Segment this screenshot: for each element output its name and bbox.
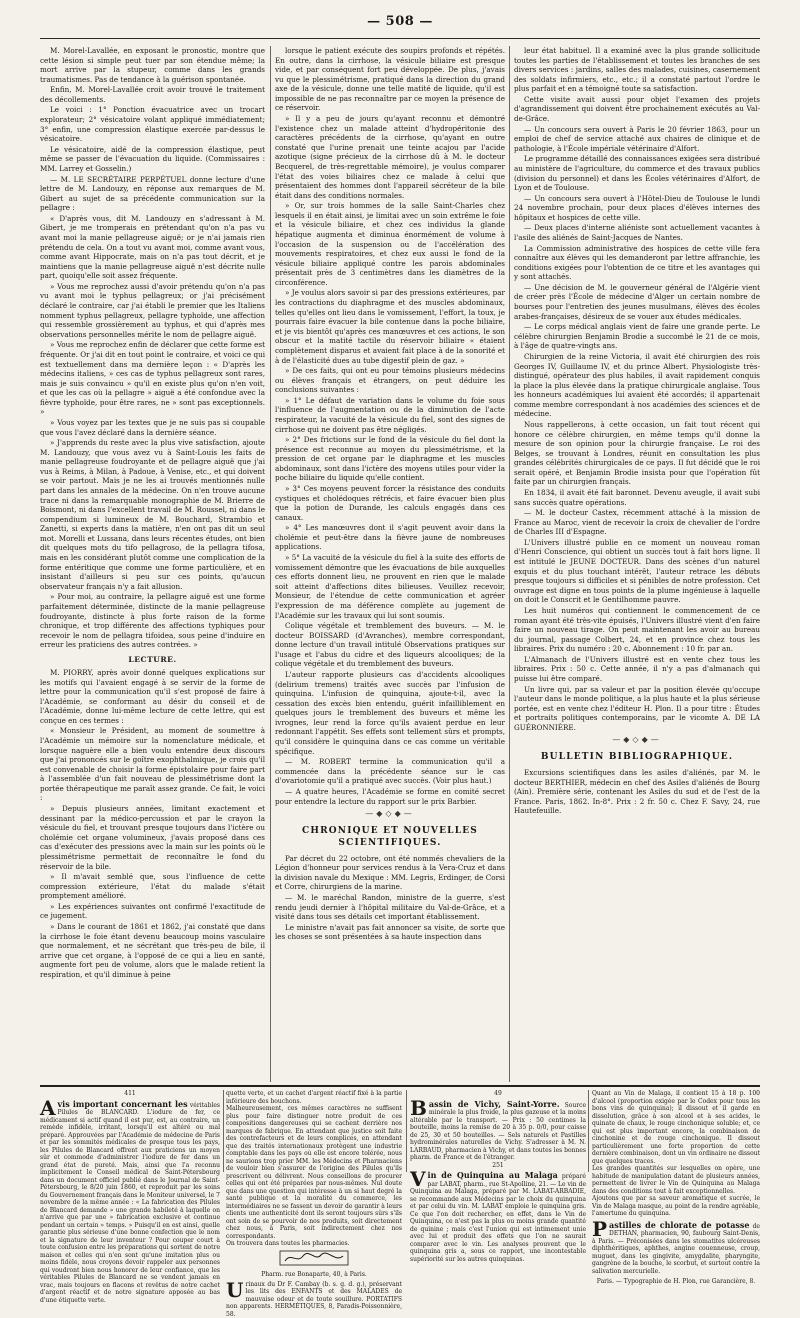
paragraph: Nous rappellerons, à cette occasion, un fait tout récent qui honore ce célèbre chirurgien, en même temps qu'il donne la mesure de son opinion pour la chirurgie française. Le roi des Belges, se trouvant à Londres, réunit en consultation les plus grandes célébrités chirurgicales de ce pays. Il fut décidé que le roi serait opéré, et Benjamin Brodie insista pour que l'opération fût faite par un chirurgien français. — [514, 419, 760, 487]
col1-secretary-paragraphs — [40, 214, 265, 650]
paragraph: L'auteur rapporte plusieurs cas d'accidents alcooliques (delirium tremens) traités avec succès par l'infusion de quinquina. L'infusion de quinquina, ajoute-t-il, avec la cessation des excès bien entendu, guérit infailliblement en quelques jours le tremblement des buveurs et même les ivrognes, leur rend la force qu'ils avaient perdue en leur redonnant l'appétit. Ses effets sont tellement sûrs et prompts, qu'il considère le quinquina dans ce cas comme un véritable spécifique. — [275, 670, 505, 756]
column-2 — [275, 46, 505, 1082]
ad-dropcap: U — [226, 1277, 244, 1302]
paragraph: » Il y a peu de jours qu'ayant reconnu et démontré l'existence chez un malade atteint d'hydropéritonie des caractères précédents de la cirrhose, qu'ayant en outre constaté que l'urine prenait une teinte acajou par l'acide azotique (signe précieux de la cirrhose dû à M. le docteur Becquerel, de très-regrettable mémoire), je voulus comparer l'état des voies biliaires chez ce malade à celui que présentaient des hommes dont l'appareil sécréteur de la bile était dans des conditions normales. — [275, 114, 505, 200]
signature-caption: Pharm. rue Bonaparte, 40, à Paris. — [261, 1271, 367, 1278]
paragraph: » Vous me reprochez enfin de déclarer que cette forme est fréquente. Or j'ai dit en tout point le contraire, et voici ce qui est textuellement dans ma dernière leçon : « D'après les médecins italiens, » ces cas de typhus pellagreux sont rares, mais je suis convaincu » qu'il en existe plus qu'on n'en voit, et que les cas où la pellagre » aiguë a été confondue avec la fièvre typhoïde, pour être rares, ne » sont pas exceptionnels. » — [40, 340, 265, 417]
paragraph: M. PIORRY, après avoir donné quelques explications sur les motifs qui l'avaient engagé à se servir de la forme de lettre pour la communication qu'il s'est proposé de faire à l'Académie, se conformant au désir du conseil et de l'Académie, donne lui-même lecture de cette lettre, qui est conçue en ces termes : — [40, 667, 265, 725]
ornament-rule: —◆◇◆— — [612, 735, 662, 745]
ad-number: 411 — [124, 1090, 136, 1097]
paragraph: » 2° Des frictions sur le fond de la vésicule du fiel dont la présence est reconnue au moyen du plessimétrisme, et la pression de cet organe par le diaphragme et les muscles abdominaux, sont dans l'ictère des moyens utiles pour vider la poche biliaire du liquide qu'elle contient. — [275, 435, 505, 483]
paragraph: En 1834, il avait été fait baronnet. Devenu aveugle, il avait subi sans succès quatre opérations. — [514, 488, 760, 507]
column-divider — [270, 46, 271, 1082]
col3-paragraphs — [514, 46, 760, 732]
paragraph: Le vésicatoire, aidé de la compression élastique, peut même se passer de l'évacuation du liquide. (Commissaires : MM. Larrey et Gosselin.) — [40, 144, 265, 173]
paragraph: — Deux places d'interne aliéniste sont actuellement vacantes à l'asile des aliénés de Saint-Jacques de Nantes. — [514, 223, 760, 242]
paragraph: L'Univers illustré publie en ce moment un nouveau roman d'Henri Conscience, qui obtient un succès tout à fait hors ligne. Il est intitulé le JEUNE DOCTEUR. Dans des scènes d'un naturel exquis et du plus touchant intérêt, l'auteur retrace les débuts presque toujours si difficiles et si pénibles de notre profession. Cet ouvrage est digne en tous points de la plume ingénieuse à laquelle on doit le Conscrit et le Gentilhomme pauvre. — [514, 537, 760, 605]
column-3 — [514, 46, 760, 1082]
col2-colique-paragraphs — [275, 670, 505, 806]
bulletin-title: BULLETIN BIBLIOGRAPHIQUE. — [540, 752, 734, 763]
ad2-paragraphs — [226, 1090, 402, 1248]
lecture-title: LECTURE. — [128, 654, 177, 664]
paragraph: Excursions scientifiques dans les asiles d'aliénés, par M. le docteur BERTHIER, médecin en chef des Asiles d'aliénés de Bourg (Ain). Première série, contenant les Asiles du sud et de l'est de la France. Paris, 1862. In-8°. Prix : 2 fr. 50 c. Chez F. Savy, 24, rue Hautefeuille. — [514, 768, 760, 816]
paragraph: — M. le maréchal Randon, ministre de la guerre, s'est rendu jeudi dernier à l'hôpital militaire du Val-de-Grâce, et a visité dans tous ses détails cet important établissement. — [275, 892, 505, 922]
paragraph: leur état habituel. Il a examiné avec la plus grande sollicitude toutes les parties de l'établissement et toutes les branches de ses divers services : jardins, salles des malades, cuisines, casernement des soldats infirmiers, etc., etc.; il a constaté partout l'ordre le plus parfait et en a témoigné toute sa satisfaction. — [514, 46, 760, 94]
ad-text: Source minérale la plus froide, la plus gazeuse et la moins altérable par le transport. — Prix : 50 centimes la bouteille, moins la remise de 20 à 35 p. 0/0, pour caisse de 25, 30 et 50 bouteilles. — Sels naturels et Pastilles hydrominérales naturelles de Vichy. S'adresser à M. N. LARBAUD, pharmacien à Vichy, et dans toutes les bonnes pharm. de France et de l'étranger. — [410, 1101, 586, 1161]
ad-dropcap: A — [40, 1095, 56, 1120]
ad-divider — [406, 1090, 407, 1172]
printer-line: Paris. — Typographie de H. Plon, rue Garancière, 8. — [596, 1278, 756, 1285]
paragraph: « D'après vous, dit M. Landouzy en s'adressant à M. Gibert, je me tromperais en prétendant qu'on n'a pas vu avant moi la manie pellagreuse aiguë; or je n'ai jamais rien prétendu de cela. On a tout vu avant moi, comme avant vous, comme avant Hippocrate, mais on n'a pas tout décrit, et je maintiens que la manie pellagreuse aiguë n'est décrite nulle part, quoiqu'elle soit assez fréquente. — [40, 213, 265, 281]
paragraph: » 4° Les manœuvres dont il s'agit peuvent avoir dans la cholémie et peut-être dans la fièvre jaune de nombreuses applications. — [275, 523, 505, 552]
paragraph: » De ces faits, qui ont eu pour témoins plusieurs médecins ou élèves français et étrangers, on peut déduire les conclusions suivantes : — [275, 366, 505, 395]
paragraph: Le ministre n'avait pas fait annoncer sa visite, de sorte que les choses se sont présentées à sa haute inspection dans — [275, 922, 505, 942]
ads-rule — [40, 1085, 760, 1087]
paragraph: » Je voulus alors savoir si par des pressions extérieures, par les contractions du diaphragme et des muscles abdominaux, telles qu'elles ont lieu dans le vomissement, l'effort, la toux, je pourrais faire évacuer la bile contenue dans la poche biliaire, et je vis bientôt qu'après ces manœuvres et ces actions, le son obscur et la matité tactile du réservoir biliaire « étaient complètement disparus et avaient fait place à de la sonorité et à de l'élasticité dues au tube digestif plein de gaz. » — [275, 288, 505, 365]
paragraph: » J'apprends du reste avec la plus vive satisfaction, ajoute M. Landouzy, que vous avez vu à Saint-Louis les faits de manie pellagreuse foudroyante et de pellagre aiguë que j'ai vus à Reims, à Milan, à Padoue, à Venise, etc., et qui doivent se voir partout. Mais je ne les ai trouvés mentionnés nulle part dans les annales de la médecine. On n'en trouve aucune trace ni dans la remarquable monographie de M. Brierre de Boismont, ni dans l'excellent travail de M. Roussel, ni dans le compendium si lumineux de M. Bouchard, Strambio et Zanetti, si experts dans la matière, n'en ont pas dit un seul mot. Morelli et Lussana, dans leurs récentes études, ont bien dit quelques mots du tifo pellagroso, de la pellagra tifosa, mais en les considérant plutôt comme une complication de la forme entéritique que comme une forme particulière, et en insistant d'ailleurs si peu sur ces points, qu'aucun observateur français n'y a fait allusion. — [40, 438, 265, 591]
paragraph: Le voici : 1° Ponction évacuatrice avec un trocart explorateur; 2° vésicatoire volant appliqué immédiatement; 3° enfin, une compression élastique exercée par-dessus le vésicatoire. — [40, 105, 265, 144]
paragraph: — Un concours sera ouvert à Paris le 20 février 1863, pour un emploi de chef de service attaché aux chaires de clinique et de pathologie, à l'École impériale vétérinaire d'Alfort. — [514, 124, 760, 153]
blancard-signature — [226, 1250, 402, 1269]
ad-text: véritables Pilules de BLANCARD. L'iodure de fer, ce médicament si actif quand il est pur, est, au contraire, un remède infidèle, irritant, lorsqu'il est altéré ou mal préparé. Approuvées par l'Académie de médecine de Paris et par les sommités médicales de presque tous les pays, les Pilules de Blancard offrent aux praticiens un moyen sûr et commode d'administrer l'iodure de fer dans un grand état de pureté. Mais, ainsi que l'a reconnu implicitement le Conseil médical de Saint-Pétersbourg dans un document officiel publié dans le Journal de Saint-Pétersbourg, le 8/20 juin 1860, et reproduit par les soins du Gouvernement français dans le Moniteur universel, le 7 novembre de la même année : « La fabrication des Pilules de Blancard demande » une grande habileté à laquelle on n'arrive que par une » fabrication exclusive et continue pendant un certain » temps. » Puisqu'il en est ainsi, quelle garantie plus sérieuse d'une bonne confection que le nom et la signature de leur inventeur ? Pour couper court à toute confusion entre les préparations qui sortent de notre maison et celles qui n'en sont qu'une imitation plus ou moins fidèle, nous croyons devoir rappeler aux personnes qui voudront bien nous honorer de leur confiance, que les véritables Pilules de Blancard ne se vendent jamais en vrac, mais toujours en flacons et revêtus de notre cachet d'argent réactif et de notre signature apposée au bas d'une étiquette verte. — [40, 1101, 220, 1304]
paragraph: » 5° La vacuité de la vésicule du fiel à la suite des efforts de vomissement démontre que les évacuations de bile auxquelles ces efforts donnent lieu, ne prouvent en rien que le malade soit atteint d'affections dites bilieuses. Veuillez recevoir, Monsieur, de l'étendue de cette communication et agréer l'expression de ma déférence complète au jugement de l'Académie sur les travaux qui lui sont soumis. — [275, 553, 505, 620]
paragraph: L'Almanach de l'Univers illustré est en vente chez tous les libraires. Prix : 50 c. Cette année, il n'y a pas d'almanach qui puisse lui être comparé. — [514, 654, 760, 683]
paragraph: Chirurgien de la reine Victoria, il avait été chirurgien des rois Georges IV, Guillaume IV, et du prince Albert. Physiologiste très-distingué, opérateur des plus habiles, il avait rapidement conquis la place la plus élevée dans la pratique chirurgicale anglaise. Tous les honneurs académiques lui avaient été accordés; il appartenait comme membre correspondant à nos académies des sciences et de médecine. — [514, 351, 760, 419]
ad-blancard-continued — [226, 1090, 402, 1318]
paragraph: La Commission administrative des hospices de cette ville fera connaître aux élèves qui les demanderont par lettre affranchie, les conditions exigées pour l'obtention de ce titre et les avantages qui y sont attachés. — [514, 243, 760, 282]
ad-malaga-chlorate — [592, 1090, 760, 1285]
paragraph: » Vous me reprochez aussi d'avoir prétendu qu'on n'a pas vu avant moi le typhus pellagreux; or j'ai précisément déclaré le contraire, car j'ai établi le premier que les Italiens nomment typhus pellagreux, pellagre typhoïde, une affection qui ressemble grossièrement au typhus, et qui d'après mes observations personnelles mérite le nom de pellagre aiguë. — [40, 281, 265, 339]
paragraph: Le programme détaillé des connaissances exigées sera distribué au ministère de l'agriculture, du commerce et des travaux publics (division du personnel) et dans les Écoles vétérinaires d'Alfort, de Lyon et de Toulouse. — [514, 154, 760, 193]
ad-vichy-quinquina — [410, 1090, 586, 1263]
paragraph: » Pour moi, au contraire, la pellagre aiguë est une forme parfaitement déterminée, distincte de la manie pellagreuse foudroyante, distincte à plus forte raison de la forme chronique, et trop différente des affections typhiques pour recevoir le nom de pellagra tifoidea, sous peine d'induire en erreur les praticiens des autres contrées. » — [40, 592, 265, 650]
colique-heading: Colique végétale et tremblement des buveurs. — M. le docteur BOISSARD (d'Avranches), membre correspondant, donne lecture d'un travail intitulé Observations pratiques sur l'usage et l'abus du cidre et des liqueurs alcooliques; de la colique végétale et du tremblement des buveurs. — [275, 621, 505, 669]
paragraph: « Monsieur le Président, au moment de soumettre à l'Académie un mémoire sur la nomenclature médicale, et lorsque naguère elle a bien voulu entendre deux discours que j'ai prononcés sur le goître exophthalmique, je crois qu'il est convenable de choisir la forme épistolaire pour faire part à l'assemblée d'un fait nouveau de plessimétrisme dont la portée thérapeutique me paraît assez grande. Ce fait, le voici : — [40, 726, 265, 803]
ad-dropcap: V — [410, 1167, 426, 1191]
ad-divider — [223, 1090, 224, 1172]
paragraph: » Depuis plusieurs années, limitant exactement et dessinant par la médico-percussion et par le crayon la vésicule du fiel, et trouvant presque toujours dans l'ictère ou cholémie cet organe volumineux, j'avais proposé dans ces cas d'exécuter des pressions avec la main sur les points où le plessimétrisme permettait de reconnaître le fond du réservoir de la bile. — [40, 804, 265, 871]
ad-divider — [588, 1090, 589, 1172]
ornament-rule: —◆◇◆— — [365, 809, 415, 819]
header-rule — [40, 38, 760, 39]
paragraph: On trouvera dans toutes les pharmacies. — [226, 1240, 350, 1247]
paragraph: » 3° Ces moyens peuvent forcer la résistance des conduits cystiques et cholédoques rétrécis, et faire évacuer bien plus que la potion de Durande, les calculs engagés dans ces canaux. — [275, 484, 505, 522]
ad4-paragraphs — [592, 1090, 760, 1218]
ad-headline: astilles de chlorate de potasse — [609, 1219, 750, 1230]
ad-dropcap: B — [410, 1095, 427, 1120]
secretary-heading: — M. LE SECRÉTAIRE PERPÉTUEL donne lecture d'une lettre de M. Landouzy, en réponse aux remarques de M. Gibert au sujet de sa précédente communication sur la pellagre : — [40, 174, 265, 213]
ad-text: préparé par LABAT, pharm., rue St-Apolline, 21. — Le vin de Quinquina au Malaga, préparé par M. LABAT-ARBADIE, se recommande aux Médecins par le choix du quinquina et par celui du vin. M. LABAT emploie le quinquina gris. Ce que l'on doit rechercher, en effet, dans le Vin de Quinquina, ce n'est pas la plus ou moins grande quantité de quinine ; mais c'est l'union qui est intimement unie avec lui et produit des effets que l'on ne saurait comparer avec le vin. Les analyses prouvent que le quinquina gris a, sous ce rapport, une incontestable supériorité sur les autres quinquinas. — [410, 1173, 586, 1263]
paragraph: Par décret du 22 octobre, ont été nommés chevaliers de la Légion d'honneur pour services rendus à la Vera-Cruz et dans la division navale du Mexique : MM. Legris, Erdinger, de Corsi et Corre, chirurgiens de la marine. — [275, 853, 505, 892]
urinaux-text: rinaux du Dr F. Cambay (b. s. g. d. g.), préservant les lits des ENFANTS et des MALADES de mauvaise odeur et de toute souillure. PORTATIFS non apparents. HERMÉTIQUES, 8, Paradis-Poissonnière, 58. — [226, 1280, 402, 1318]
ad-blancard — [40, 1090, 220, 1304]
ad-headline: assin de Vichy, Saint-Yorre. — [428, 1098, 560, 1109]
paragraph: — Un concours sera ouvert à l'Hôtel-Dieu de Toulouse le lundi 24 novembre prochain, pour deux places d'élèves internes des hôpitaux et hospices de cette ville. — [514, 193, 760, 222]
ad-headline: vis important concernant les — [57, 1098, 188, 1109]
col2-chronique-paragraphs — [275, 854, 505, 942]
paragraph: Quant au Vin de Malaga, il contient 15 à 18 p. 100 d'alcool (proportion exigée par le Codex pour tous les bons vins de quinquina); il dissout et il garde en dissolution, grâce à son alcool et à ses acides, le quinate de chaux, le rouge cinchonique soluble; et, ce qui est plus important encore, la combinaison de cinchonine et de rouge cinchonique. Il dissout particulièrement une forte proportion de cette dernière combinaison, dont un vin ordinaire ne dissout que quelques traces. — [592, 1090, 760, 1165]
paragraph: Les grandes quantités sur lesquelles on opère, une habitude de manipulation datant de plusieurs années, permettent de livrer le Vin de Quinquina au Malaga dans des conditions tout à fait exceptionnelles. — [592, 1165, 760, 1195]
chronique-title: CHRONIQUE ET NOUVELLES SCIENTIFIQUES. — [302, 825, 478, 848]
ad-headline: in de Quinquina au Malaga — [427, 1170, 558, 1180]
paragraph: quette verte, et un cachet d'argent réactif fixé à la partie inférieure des bouchons. — [226, 1090, 402, 1105]
col2-paragraphs — [275, 46, 505, 620]
paragraph: Un livre qui, par sa valeur et par la position élevée qu'occupe l'auteur dans le monde politique, a la plus haute et la plus sérieuse portée, est en vente chez l'éditeur H. Plon. Il a pour titre : Études et portraits politiques contemporains, par le vicomte A. DE LA GUÉRONNIÈRE. — [514, 684, 760, 732]
ad-number: 251 — [492, 1161, 504, 1169]
paragraph: Ajoutons que par sa saveur aromatique et sucrée, le Vin de Malaga masque, au point de la rendre agréable, l'amertume du quinquina. — [592, 1195, 760, 1217]
paragraph: — Le corps médical anglais vient de faire une grande perte. Le célèbre chirurgien Benjamin Brodie a succombé le 21 de ce mois, à l'âge de quatre-vingts ans. — [514, 322, 760, 351]
paragraph: — M. ROBERT termine la communication qu'il a commencée dans la précédente séance sur le cas d'ovariotomie qu'il a pratiqué avec succès. (Voir plus haut.) — [275, 757, 505, 786]
paragraph: » Vous voyez par les textes que je ne suis pas si coupable que vous l'avez déclaré dans la dernière séance. — [40, 417, 265, 437]
paragraph: — Une décision de M. le gouverneur général de l'Algérie vient de créer près l'École de médecine d'Alger un certain nombre de bourses pour l'entretien des jeunes musulmans, élèves des écoles arabes-françaises, désireux de se vouer aux études médicales. — [514, 282, 760, 321]
paragraph: » Les expériences suivantes ont confirmé l'exactitude de ce jugement. — [40, 901, 265, 921]
paragraph: Enfin, M. Morel-Lavallée croit avoir trouvé le traitement des décollements. — [40, 85, 265, 104]
page-number: — 508 — — [367, 14, 433, 29]
signature-graphic — [279, 1250, 349, 1266]
paragraph: » Dans le courant de 1861 et 1862, j'ai constaté que dans la cirrhose le foie étant devenu beaucoup moins vasculaire que normalement, et ne sécrétant que très-peu de bile, il arrive que cet organe, à l'opposé de ce qui a lieu en santé, augmente fort peu de volume, alors que le malade retient la respiration, et qu'il diminue à peine — [40, 921, 265, 979]
column-divider — [509, 46, 510, 1082]
paragraph: — A quatre heures, l'Académie se forme en comité secret pour entendre la lecture du rapport sur le prix Barbier. — [275, 786, 505, 806]
paragraph: » Il m'avait semblé que, sous l'influence de cette compression extérieure, l'état du malade s'était promptement amélioré. — [40, 872, 265, 901]
paragraph: » Or, sur trois hommes de la salle Saint-Charles chez lesquels il en était ainsi, je limitai avec un soin extrême le foie et la vésicule biliaire, et chez ces individus la glande hépatique augmenta et diminua énormément de volume à l'occasion de la suspension ou de l'accélération des mouvements respiratoires, et chez eux aussi le fond de la vésicule biliaire appliqué contre les parois abdominales présentait près de 3 centimètres dans les diamètres de la circonférence. — [275, 201, 505, 287]
paragraph: Cette visite avait aussi pour objet l'examen des projets d'agrandissement qui doivent être prochainement exécutés au Val-de-Grâce. — [514, 94, 760, 124]
paragraph: lorsque le patient exécute des soupirs profonds et répétés. En outre, dans la cirrhose, la vésicule biliaire est presque vide, et par conséquent fort peu développée. De plus, j'avais vu que le plessimétrisme, pratiqué dans la direction du grand axe de la vésicule, donne une telle matité de liquide, qu'il est impossible de ne pas reconnaître par ce moyen la présence de ce réservoir. — [275, 46, 505, 113]
col3-bulletin-paragraphs — [514, 768, 760, 816]
ad-number: 49 — [494, 1090, 502, 1097]
ad-text: de DETHAN, pharmacien, 90, faubourg Saint-Denis, à Paris. — Préconisées dans les stomatites ulcéreuses diphthéritiques, aphthes, angine couenneuse, croup, muguet, dans les gingivite, amygdalite, pharyngite, gangrène de la bouche, le scorbut, et surtout contre la salivation mercurielle. — [592, 1222, 760, 1275]
paragraph: » 1° Le défaut de variation dans le volume du foie sous l'influence de l'augmentation ou de la diminution de l'acte respirateur, la vacuité de la vésicule du fiel, sont des signes de cirrhose qui ne doivent pas être négligés. — [275, 395, 505, 434]
col1-lecture-paragraphs — [40, 668, 265, 980]
paragraph: — M. le docteur Castex, récemment attaché à la mission de France au Maroc, vient de recevoir la croix de chevalier de l'ordre de Charles III d'Espagne. — [514, 508, 760, 537]
column-1 — [40, 46, 265, 1082]
col1-intro-paragraphs — [40, 46, 265, 174]
paragraph: Les huit numéros qui contiennent le commencement de ce roman ayant été très-vite épuisés, l'Univers illustré vient d'en faire faire un nouveau tirage. On peut maintenant les avoir au bureau du journal, passage Colbert, 24, et en province chez tous les libraires. Prix du numéro : 20 c. Abonnement : 10 fr. par an. — [514, 605, 760, 654]
paragraph: Malheureusement, ces mêmes caractères ne suffisent plus pour faire distinguer notre produit de ces compositions dangereuses qui se cachent derrière nos marques de fabrique. En attendant que justice soit faite des contrefacteurs et de leurs complices, en attendant que des traités internationaux protègent une industrie comptable dans les pays où elle est encore tolérée, nous ne saurions trop prier MM. les Médecins et Pharmaciens de vouloir bien s'assurer de l'origine des Pilules qu'ils prescrivent ou délivrent. Nous conseillons de procurer celles qui ont été préparées par nous-mêmes. Nul doute que dans une question qui intéresse à un si haut degré la santé publique et la moralité du commerce, les intermédiaires ne se fassent un devoir de garantir à leurs clients une authenticité dont ils seront toujours sûrs s'ils ont soin de se pourvoir de nos produits, soit directement chez nous, à Paris, soit indirectement chez nos correspondants. — [226, 1105, 402, 1240]
ad-dropcap: P — [592, 1216, 608, 1241]
paragraph: M. Morel-Lavallée, en exposant le pronostic, montre que cette lésion si simple peut tuer par son étendue même; la mort arrive par la stupeur, comme dans les grands traumatismes. Pas de tendance à la guérison spontanée. — [40, 46, 265, 84]
